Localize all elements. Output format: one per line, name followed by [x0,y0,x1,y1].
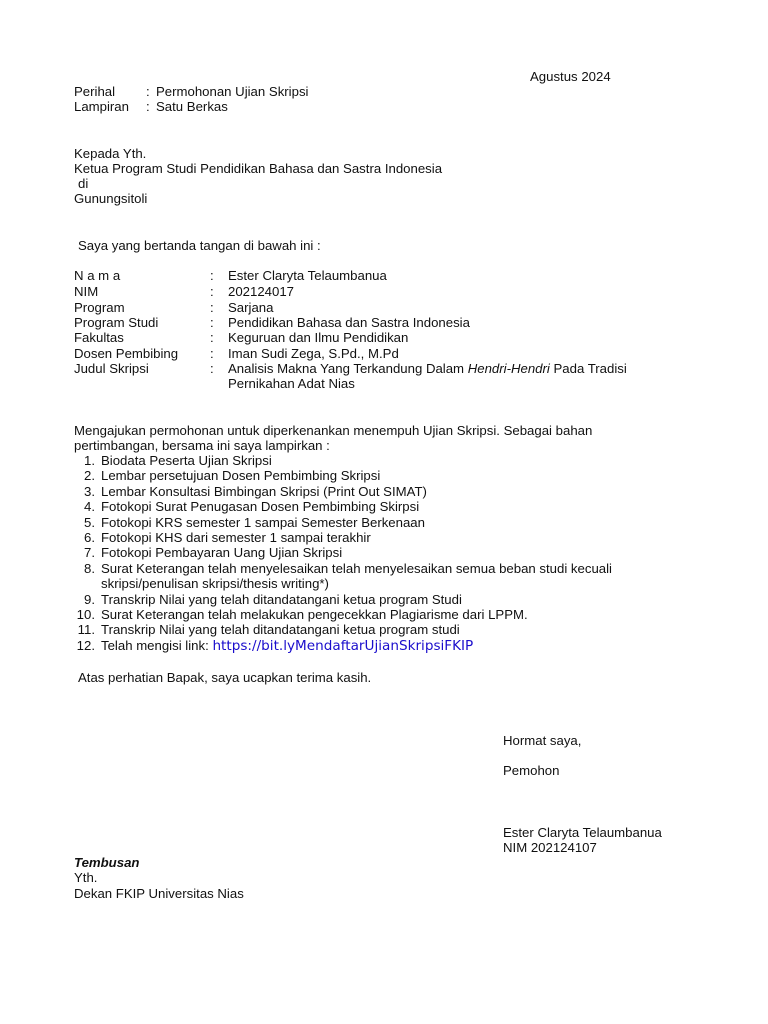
intro-text: Saya yang bertanda tangan di bawah ini : [78,238,321,253]
thesis-title-label: Judul Skripsi [74,361,149,376]
list-colon: : [205,637,209,653]
list-item [74,468,694,483]
list-item [74,607,694,622]
name-label: N a m a [74,268,121,283]
attachment-value: Satu Berkas [156,99,228,114]
list-number: 2. [84,468,95,484]
thesis-title-line2: Pernikahan Adat Nias [228,376,355,391]
faculty-colon: : [210,330,214,345]
request-line-1: Mengajukan permohonan untuk diperkenankan menempuh Ujian Skripsi. Sebagai bahan [74,423,593,438]
list-number: 4. [84,499,95,515]
list-text: Lembar persetujuan Dosen Pembimbing Skripsi [101,468,381,484]
name-value: Ester Claryta Telaumbanua [228,268,387,283]
list-item [74,592,694,607]
list-number: 6. [84,530,95,546]
thesis-title-italic: Hendri-Hendri [467,361,550,376]
prodi-label: Program Studi [74,315,159,330]
list-item [74,561,694,592]
prodi-value: Pendidikan Bahasa dan Sastra Indonesia [228,315,470,330]
thesis-title-colon: : [210,361,214,376]
program-colon: : [210,300,214,315]
list-text: Biodata Peserta Ujian Skripsi [101,453,272,468]
signature-name: Ester Claryta Telaumbanua [503,825,662,840]
thesis-title-value [228,361,627,376]
recipient-title: Ketua Program Studi Pendidikan Bahasa dan Sastra Indonesia [74,161,443,176]
thesis-title-part1: Analisis Makna Yang Terkandung Dalam [228,361,465,376]
program-label: Program [74,300,125,315]
subject-value: Permohonan Ujian Skripsi [156,84,309,99]
supervisor-colon: : [210,346,214,361]
nim-colon: : [210,284,214,299]
list-text: Fotokopi Surat Penugasan Dosen Pembimbing Skirpsi [101,499,420,515]
list-number: 9. [84,591,95,607]
list-text: Lembar Konsultasi Bimbingan Skripsi (Print Out SIMAT) [101,483,427,499]
program-value: Sarjana [228,300,274,315]
attachment-label: Lampiran [74,99,129,114]
cc-line-2: Dekan FKIP Universitas Nias [74,886,244,901]
nim-label: NIM [74,284,99,299]
letter-date: Agustus 2024 [530,69,611,84]
prodi-colon: : [210,315,214,330]
list-text: Surat Keterangan telah menyelesaikan telah menyelesaikan semua beban studi kecuali [101,560,612,576]
registration-link[interactable]: https://bit.lyMendaftarUjianSkripsiFKIP [212,637,474,654]
list-text: Telah mengisi link [101,637,206,653]
cc-line-1: Yth. [74,870,98,885]
list-number: 8. [84,560,95,576]
attachment-list [74,453,694,654]
recipient-city: Gunungsitoli [74,191,148,206]
subject-colon: : [146,84,150,99]
list-text-continued: skripsi/penulisan skripsi/thesis writing*) [101,576,329,592]
list-text: Fotokopi KRS semester 1 sampai Semester Berkenaan [101,514,425,530]
name-colon: : [210,268,214,283]
closing-text: Atas perhatian Bapak, saya ucapkan terima kasih. [78,670,372,685]
list-item [74,453,694,468]
list-text: Surat Keterangan telah melakukan pengecekkan Plagiarisme dari LPPM. [101,607,528,623]
thesis-title-part2: Pada Tradisi [553,361,627,376]
cc-title: Tembusan [74,855,140,870]
nim-value: 202124017 [228,284,295,299]
list-text: Fotokopi Pembayaran Uang Ujian Skripsi [101,545,343,561]
subject-label: Perihal [74,84,116,99]
list-item [74,499,694,514]
list-number: 10. [76,607,95,623]
recipient-di: di [78,176,89,191]
list-item [74,484,694,499]
faculty-value: Keguruan dan Ilmu Pendidikan [228,330,409,345]
list-number: 7. [84,545,95,561]
list-number: 1. [84,453,95,468]
list-item [74,622,694,637]
faculty-label: Fakultas [74,330,124,345]
list-item [74,530,694,545]
attachment-colon: : [146,99,150,114]
signature-role: Pemohon [503,763,560,778]
list-number: 12. [76,637,95,653]
list-text: Transkrip Nilai yang telah ditandatangani ketua program studi [101,622,460,638]
request-line-2: pertimbangan, bersama ini saya lampirkan : [74,438,330,453]
list-number: 5. [84,514,95,530]
list-item [74,638,694,654]
list-item [74,515,694,530]
list-number: 3. [84,483,95,499]
list-item [74,545,694,560]
list-text: Transkrip Nilai yang telah ditandatangani ketua program Studi [101,591,462,607]
list-number: 11. [77,622,95,638]
list-text: Fotokopi KHS dari semester 1 sampai terakhir [101,530,371,546]
supervisor-label: Dosen Pembibing [74,346,179,361]
signature-nim: NIM 202124107 [503,840,597,855]
supervisor-value: Iman Sudi Zega, S.Pd., M.Pd [228,346,399,361]
signature-greeting: Hormat saya, [503,733,582,748]
recipient-salutation: Kepada Yth. [74,146,147,161]
